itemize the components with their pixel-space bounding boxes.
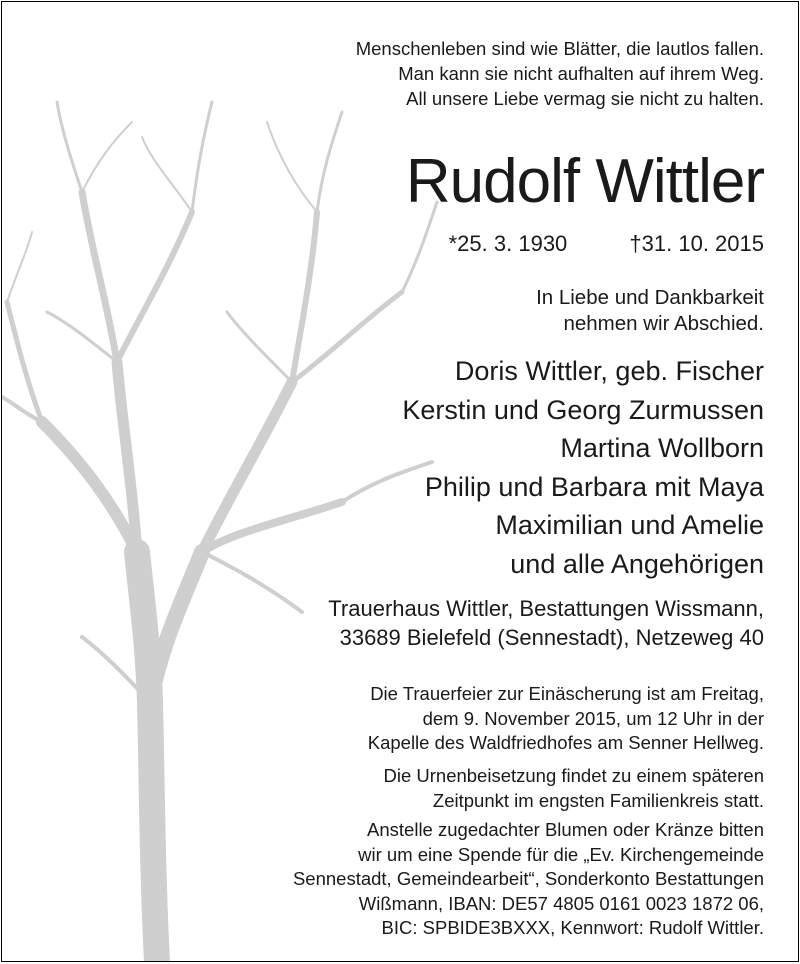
farewell-line: In Liebe und Dankbarkeit	[536, 286, 764, 309]
death-date: †31. 10. 2015	[629, 231, 764, 256]
poem-line: Menschenleben sind wie Blätter, die lautlos fallen.	[355, 38, 764, 59]
donation-line: Anstelle zugedachter Blumen oder Kränze bitten	[367, 819, 764, 840]
donation-line: wir um eine Spende für die „Ev. Kirchengemeinde	[358, 843, 764, 865]
mourner: und alle Angehörigen	[510, 548, 764, 579]
mourners-list	[402, 352, 764, 583]
mourning-address	[328, 594, 764, 652]
donation-line: Wißmann, IBAN: DE57 4805 0161 0023 1872 06,	[358, 892, 764, 914]
donation-line: BIC: SPBIDE3BXXX, Kennwort: Rudolf Wittler.	[381, 917, 764, 938]
urn-line: Die Urnenbeisetzung findet zu einem späteren	[383, 765, 764, 786]
mourner: Maximilian und Amelie	[495, 510, 764, 540]
birth-date: *25. 3. 1930	[448, 231, 568, 256]
mourner: Philip und Barbara mit Maya	[424, 471, 764, 502]
donation-info	[293, 818, 764, 941]
obituary-notice	[1, 1, 799, 962]
ceremony-info	[368, 682, 764, 756]
ceremony-line: Die Trauerfeier zur Einäscherung ist am Freitag,	[370, 683, 764, 704]
urn-line: Zeitpunkt im engsten Familienkreis statt.	[432, 789, 764, 811]
life-dates	[449, 230, 764, 258]
donation-line: Sennestadt, Gemeindearbeit“, Sonderkonto Bestattungen	[292, 868, 764, 889]
farewell-text	[536, 285, 764, 337]
deceased-name: Rudolf Wittler	[405, 147, 764, 216]
mourner: Doris Wittler, geb. Fischer	[454, 356, 764, 386]
farewell-line: nehmen wir Abschied.	[563, 312, 764, 335]
address-line: 33689 Bielefeld (Sennestadt), Netzeweg 40	[339, 625, 764, 650]
address-line: Trauerhaus Wittler, Bestattungen Wissmann,	[328, 596, 764, 621]
mourner: Kerstin und Georg Zurmussen	[402, 394, 764, 425]
poem	[356, 36, 764, 111]
poem-line: All unsere Liebe vermag sie nicht zu halten.	[406, 88, 764, 109]
ceremony-line: Kapelle des Waldfriedhofes am Senner Hellweg.	[367, 732, 764, 753]
ceremony-line: dem 9. November 2015, um 12 Uhr in der	[422, 707, 764, 729]
urn-burial-info	[383, 764, 764, 813]
poem-line: Man kann sie nicht aufhalten auf ihrem Weg.	[398, 63, 764, 84]
mourner: Martina Wollborn	[560, 433, 764, 463]
